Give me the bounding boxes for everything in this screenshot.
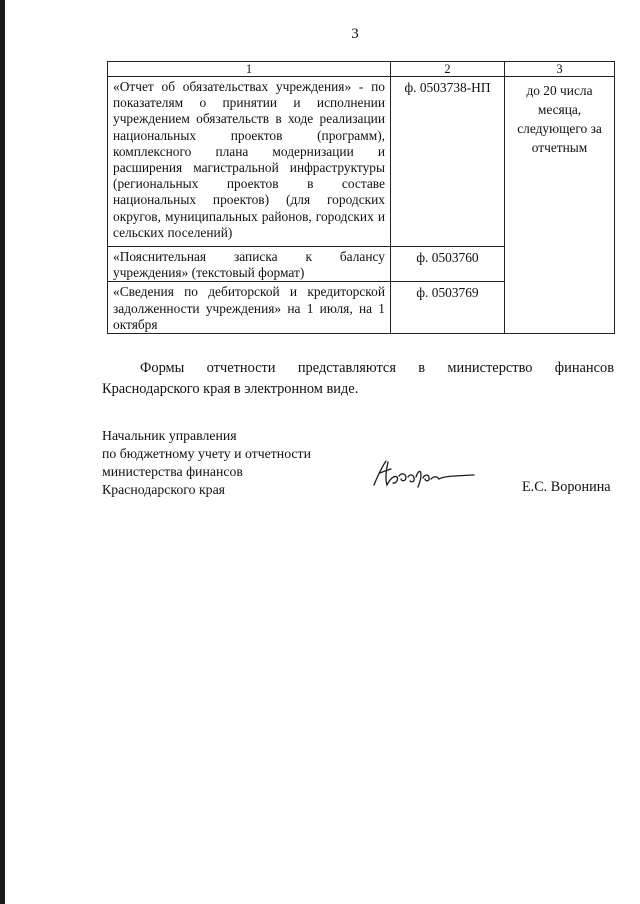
- form-code: ф. 0503769: [391, 282, 505, 334]
- signer-name: Е.С. Воронина: [522, 479, 611, 495]
- form-description: «Пояснительная записка к балансу учреждения» (текстовый формат): [108, 247, 391, 282]
- signature-block: [102, 427, 622, 507]
- scan-left-edge: [0, 0, 5, 904]
- form-description: «Отчет об обязательствах учреждения» - по показателям о принятии и исполнении учреждением обязательств в ходе реализации национальных проектов (программ), комплексного плана модернизации и расширения магистральной инфраструктуры (региональных проектов в составе национальных проектов) (для городских округов, муниципальных районов, городских и сельских поселений): [108, 77, 391, 247]
- reporting-forms-table: [107, 61, 615, 334]
- form-code: ф. 0503738-НП: [391, 77, 505, 247]
- form-code: ф. 0503760: [391, 247, 505, 282]
- handwritten-signature: [368, 457, 478, 491]
- signer-position: [102, 427, 311, 499]
- submission-deadline: до 20 числа месяца, следующего за отчетным: [505, 77, 615, 334]
- column-header-1: 1: [108, 62, 391, 77]
- position-line: по бюджетному учету и отчетности: [102, 446, 311, 461]
- column-header-3: 3: [505, 62, 615, 77]
- page-number: 3: [351, 26, 359, 42]
- table-header-row: [108, 62, 615, 77]
- column-header-2: 2: [391, 62, 505, 77]
- position-line: Краснодарского края: [102, 482, 226, 497]
- submission-note: Формы отчетности представляются в министерство финансов Краснодарского края в электронном виде.: [102, 360, 614, 397]
- form-description: «Сведения по дебиторской и кредиторской задолженности учреждения» на 1 июля, на 1 октября: [108, 282, 391, 334]
- position-line: Начальник управления: [102, 428, 237, 443]
- position-line: министерства финансов: [102, 464, 243, 479]
- table-row: [108, 77, 615, 247]
